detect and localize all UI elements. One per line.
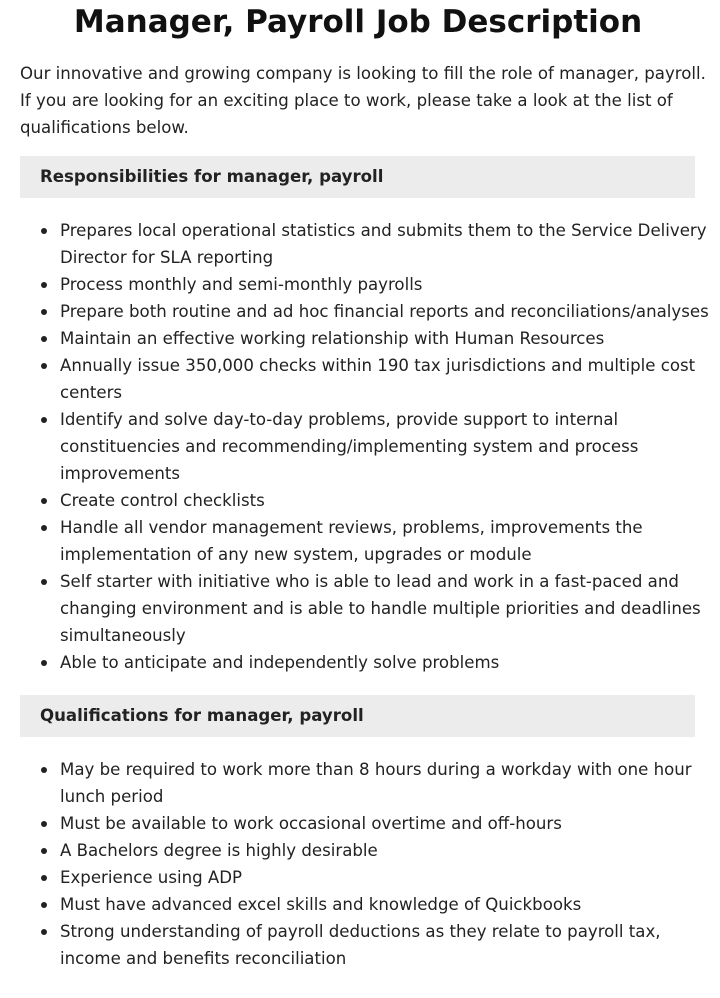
responsibility-item: Prepares local operational statistics and submits them to the Service Delivery Director for SLA reporting: [60, 217, 710, 271]
responsibility-item: Able to anticipate and independently solve problems: [60, 649, 710, 676]
qualification-item: May be required to work more than 8 hours during a workday with one hour lunch period: [60, 756, 710, 810]
intro-paragraph: Our innovative and growing company is looking to fill the role of manager, payroll. If you are looking for an exciting place to work, please take a look at the list of qualifications below.: [20, 64, 706, 137]
responsibility-item: Self starter with initiative who is able to lead and work in a fast-paced and changing environment and is able to handle multiple priorities and deadlines simultaneously: [60, 568, 710, 649]
responsibility-item: Annually issue 350,000 checks within 190 tax jurisdictions and multiple cost centers: [60, 352, 710, 406]
qualifications-heading: Qualifications for manager, payroll: [20, 695, 695, 737]
responsibility-item: Prepare both routine and ad hoc financial reports and reconciliations/analyses: [60, 298, 710, 325]
qualifications-list: [20, 756, 710, 972]
page-title: Manager, Payroll Job Description: [73, 4, 643, 40]
responsibility-item: Maintain an effective working relationship with Human Resources: [60, 325, 710, 352]
qualification-item: Strong understanding of payroll deductions as they relate to payroll tax, income and benefits reconciliation: [60, 918, 710, 972]
responsibility-item: Identify and solve day-to-day problems, provide support to internal constituencies and recommending/implementing system and process improvements: [60, 406, 710, 487]
responsibilities-list: [20, 217, 710, 676]
responsibilities-heading: Responsibilities for manager, payroll: [20, 156, 695, 198]
responsibility-item: Create control checklists: [60, 487, 710, 514]
responsibility-item: Process monthly and semi-monthly payrolls: [60, 271, 710, 298]
responsibility-item: Handle all vendor management reviews, problems, improvements the implementation of any new system, upgrades or module: [60, 514, 710, 568]
qualification-item: A Bachelors degree is highly desirable: [60, 837, 710, 864]
qualification-item: Must have advanced excel skills and knowledge of Quickbooks: [60, 891, 710, 918]
qualification-item: Must be available to work occasional overtime and off-hours: [60, 810, 710, 837]
qualification-item: Experience using ADP: [60, 864, 710, 891]
